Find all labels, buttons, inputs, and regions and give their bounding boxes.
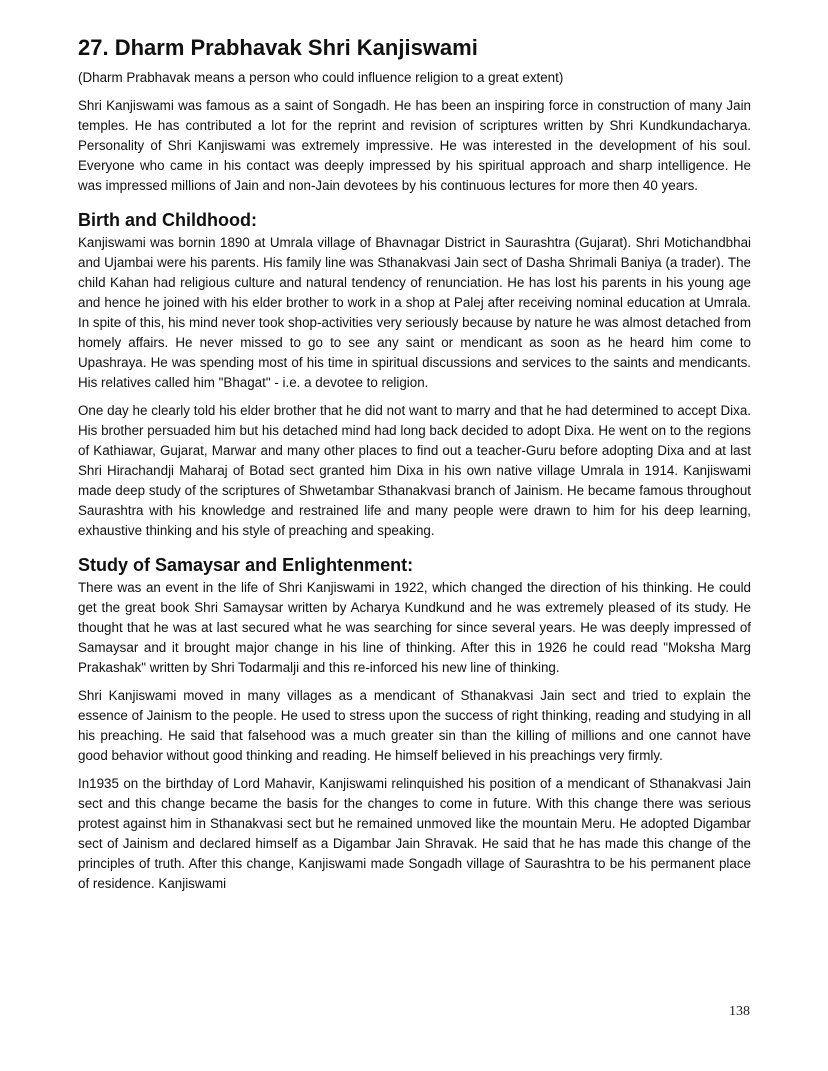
section-birth-and-childhood — [78, 208, 751, 541]
intro-paragraph: Shri Kanjiswami was famous as a saint of Songadh. He has been an inspiring force in construction of many Jain temples. He has contributed a lot for the reprint and revision of scriptures written by Shri Kundkundacharya. Personality of Shri Kanjiswami was extremely impressive. He was interested in the development of his soul. Everyone who came in his contact was deeply impressed by his spiritual approach and sharp intelligence. He was impressed millions of Jain and non-Jain devotees by his continuous lectures for more then 40 years. — [78, 98, 751, 193]
section-paragraph: One day he clearly told his elder brother that he did not want to marry and that he had determined to accept Dixa. His brother persuaded him but his detached mind had long back decided to adopt Dixa. He went on to the regions of Kathiawar, Gujarat, Marwar and many other places to find out a teacher-Guru before adopting Dixa and at last Shri Hirachandji Maharaj of Botad sect granted him Dixa in his own native village Umrala in 1914. Kanjiswami made deep study of the scriptures of Shwetambar Sthanakvasi branch of Jainism. He became famous throughout Saurashtra with his knowledge and restrained life and many people were drawn to him for his deep learning, exhaustive thinking and his style of preaching and speaking. — [78, 403, 751, 538]
section-paragraph: In1935 on the birthday of Lord Mahavir, Kanjiswami relinquished his position of a mendicant of Sthanakvasi Jain sect and this change became the basis for the changes to come in future. With this change there was serious protest against him in Sthanakvasi sect but he remained unmoved like the mountain Meru. He adopted Digambar sect of Jainism and declared himself as a Digambar Jain Shravak. He said that he has made this change of the principles of truth. After this change, Kanjiswami made Songadh village of Saurashtra to be his permanent place of residence. Kanjiswami — [78, 776, 751, 891]
section-heading: Birth and Childhood: — [78, 210, 257, 230]
document-page — [78, 34, 751, 902]
page-title: 27. Dharm Prabhavak Shri Kanjiswami — [78, 35, 478, 60]
page-subtitle: (Dharm Prabhavak means a person who could influence religion to a great extent) — [78, 70, 564, 85]
section-paragraph: There was an event in the life of Shri Kanjiswami in 1922, which changed the direction of his thinking. He could get the great book Shri Samaysar written by Acharya Kundkund and he was extremely pleased of its study. He thought that he was at last secured what he was searching for since several years. He was deeply impressed of Samaysar and it brought major change in his line of thinking. After this in 1926 he could read "Moksha Marg Prakashak" written by Shri Todarmalji and this re-inforced his new line of thinking. — [78, 580, 751, 675]
section-paragraph: Shri Kanjiswami moved in many villages as a mendicant of Sthanakvasi Jain sect and tried to explain the essence of Jainism to the people. He used to stress upon the success of right thinking, reading and studying in all his preaching. He said that falsehood was a much greater sin than the killing of millions and one cannot have good behavior without good thinking and reading. He himself believed in his preachings very firmly. — [78, 688, 751, 763]
section-study-of-samaysar — [78, 553, 751, 894]
section-paragraph: Kanjiswami was bornin 1890 at Umrala village of Bhavnagar District in Saurashtra (Gujarat). Shri Motichandbhai and Ujambai were his parents. His family line was Sthanakvasi Jain sect of Dasha Shrimali Baniya (a trader). The child Kahan had religious culture and natural tendency of renunciation. He has lost his parents in his young age and hence he joined with his elder brother to work in a shop at Palej after receiving nominal education at Umrala. In spite of this, his mind never took shop-activities very seriously because by nature he was almost detached from homely affairs. He never missed to go to see any saint or mendicant as soon as he heard him come to Upashraya. He was spending most of his time in spiritual discussions and services to the saints and mendicants. His relatives called him "Bhagat" - i.e. a devotee to religion. — [78, 235, 751, 390]
page-number: 138 — [729, 1004, 750, 1019]
section-heading: Study of Samaysar and Enlightenment: — [78, 555, 414, 575]
